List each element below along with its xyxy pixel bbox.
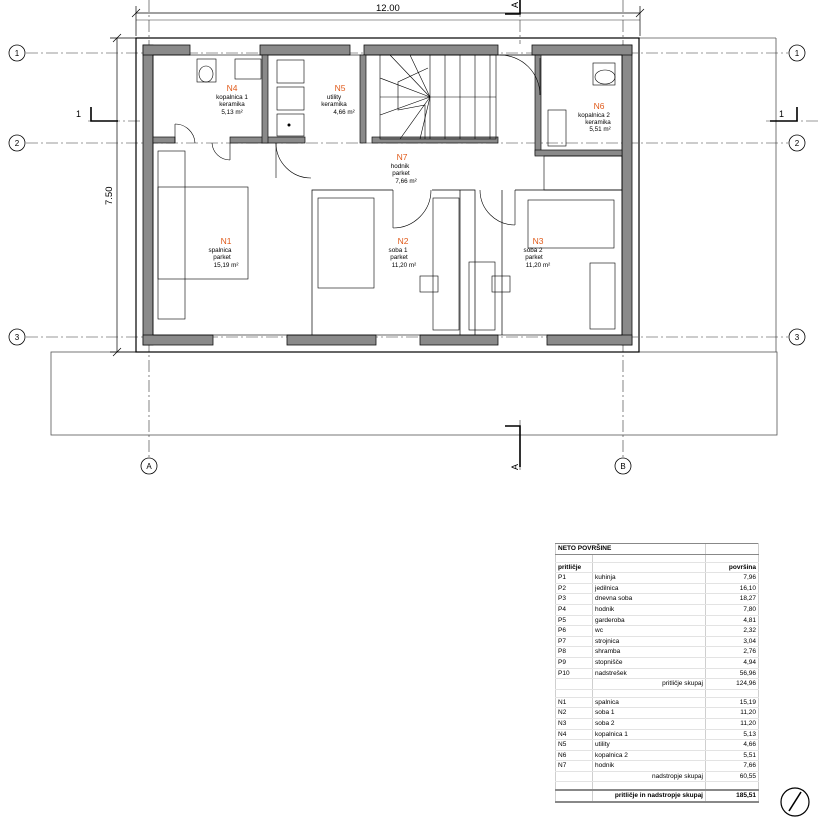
svg-text:1: 1 bbox=[76, 109, 82, 119]
svg-text:keramika: keramika bbox=[585, 119, 611, 126]
svg-text:N3: N3 bbox=[532, 236, 544, 246]
table-row: P5 garderoba 4,81 bbox=[556, 615, 759, 626]
room-label-n7 bbox=[391, 152, 417, 185]
table-col-label: površina bbox=[706, 562, 759, 573]
section-a-top-label: A bbox=[510, 1, 520, 8]
svg-text:parket: parket bbox=[213, 254, 231, 261]
svg-text:N6: N6 bbox=[593, 101, 605, 111]
exterior-walls bbox=[143, 45, 632, 345]
svg-text:A: A bbox=[146, 462, 152, 471]
table-row: P4 hodnik 7,80 bbox=[556, 604, 759, 615]
staircase bbox=[380, 55, 496, 139]
svg-text:2: 2 bbox=[14, 139, 20, 148]
dimension-height-label: 7.50 bbox=[104, 186, 115, 205]
svg-text:utility: utility bbox=[326, 94, 342, 101]
svg-text:15,19 m²: 15,19 m² bbox=[213, 262, 239, 269]
section-a-bottom-label: A bbox=[510, 463, 520, 470]
table-row: N7 hodnik 7,66 bbox=[556, 761, 759, 772]
table-ground-total: 124,96 bbox=[706, 679, 759, 690]
table-row: P8 shramba 2,76 bbox=[556, 647, 759, 658]
svg-text:11,20 m²: 11,20 m² bbox=[525, 262, 551, 269]
svg-text:5,13 m²: 5,13 m² bbox=[221, 109, 243, 116]
svg-text:N5: N5 bbox=[334, 83, 346, 93]
svg-text:keramika: keramika bbox=[219, 101, 245, 108]
svg-text:5,51 m²: 5,51 m² bbox=[589, 126, 611, 133]
section-marker-1 bbox=[91, 107, 797, 121]
svg-text:kopalnica 1: kopalnica 1 bbox=[216, 94, 248, 101]
svg-text:soba 2: soba 2 bbox=[523, 247, 543, 254]
room-label-n2 bbox=[389, 236, 417, 269]
north-arrow-icon bbox=[781, 788, 809, 816]
svg-text:3: 3 bbox=[794, 333, 800, 342]
svg-text:3: 3 bbox=[14, 333, 20, 342]
svg-text:1: 1 bbox=[794, 49, 800, 58]
svg-text:soba 1: soba 1 bbox=[388, 247, 408, 254]
table-row: N2 soba 1 11,20 bbox=[556, 708, 759, 719]
svg-text:N2: N2 bbox=[397, 236, 409, 246]
room-label-n4 bbox=[216, 83, 248, 116]
table-row: P6 wc 2,32 bbox=[556, 626, 759, 637]
svg-text:1: 1 bbox=[14, 49, 20, 58]
net-area-table: NETO POVRŠINE pritličje površina P1 kuhinja 7,96 P2 jedilnica 16,10 P3 dnevna soba 18,27 P4 hodnik 7,80 P5 garderoba 4,81 P6 wc 2,32 P7 strojnica 3,04 P8 shramba 2,76 P9 stopnišče 4,94 P10 nadstrešek 56,96 pritličje skupaj 124,96 N1 spalnica 15,19 N2 soba 1 11,20 N3 soba 2 11,20 N4 kopalnica 1 5,13 N5 utility 4,66 N6 kopalnica 2 5,51 N7 hodnik 7,66 nadstropje skupaj 60,55 pritličje in nadstropje skupaj 185,51 bbox=[555, 543, 759, 803]
svg-text:4,66 m²: 4,66 m² bbox=[333, 109, 355, 116]
svg-text:parket: parket bbox=[525, 254, 543, 261]
table-row: P2 jedilnica 16,10 bbox=[556, 583, 759, 594]
table-row: N4 kopalnica 1 5,13 bbox=[556, 729, 759, 740]
room-label-n1 bbox=[208, 236, 238, 269]
svg-text:1: 1 bbox=[779, 109, 785, 119]
table-grand-total: 185,51 bbox=[706, 790, 759, 802]
table-row: N5 utility 4,66 bbox=[556, 740, 759, 751]
svg-text:N7: N7 bbox=[396, 152, 408, 162]
room-label-n3 bbox=[524, 236, 551, 269]
table-row: P10 nadstrešek 56,96 bbox=[556, 668, 759, 679]
table-ground-label: pritličje bbox=[556, 562, 593, 573]
svg-text:2: 2 bbox=[794, 139, 800, 148]
svg-text:keramika: keramika bbox=[321, 101, 347, 108]
table-upper-total: 60,55 bbox=[706, 771, 759, 782]
terrace-outline bbox=[51, 352, 777, 435]
section-marker-a bbox=[505, 0, 520, 467]
table-row: P9 stopnišče 4,94 bbox=[556, 657, 759, 668]
room-label-n5 bbox=[321, 83, 354, 116]
svg-text:11,20 m²: 11,20 m² bbox=[391, 262, 417, 269]
svg-text:7,66 m²: 7,66 m² bbox=[395, 178, 417, 185]
svg-text:N4: N4 bbox=[226, 83, 238, 93]
table-row: N3 soba 2 11,20 bbox=[556, 718, 759, 729]
dimension-width-label: 12.00 bbox=[376, 3, 400, 14]
table-row: P3 dnevna soba 18,27 bbox=[556, 594, 759, 605]
table-title: NETO POVRŠINE bbox=[556, 544, 706, 555]
svg-text:spalnica: spalnica bbox=[208, 247, 232, 254]
svg-text:parket: parket bbox=[390, 254, 408, 261]
svg-text:hodnik: hodnik bbox=[390, 163, 410, 170]
svg-text:parket: parket bbox=[392, 170, 410, 177]
table-row: N6 kopalnica 2 5,51 bbox=[556, 750, 759, 761]
table-row: N1 spalnica 15,19 bbox=[556, 697, 759, 708]
table-row: P7 strojnica 3,04 bbox=[556, 636, 759, 647]
svg-text:kopalnica 2: kopalnica 2 bbox=[578, 112, 610, 119]
svg-text:B: B bbox=[620, 462, 626, 471]
svg-text:N1: N1 bbox=[220, 236, 232, 246]
table-row: P1 kuhinja 7,96 bbox=[556, 573, 759, 584]
room-label-n6 bbox=[578, 101, 611, 133]
